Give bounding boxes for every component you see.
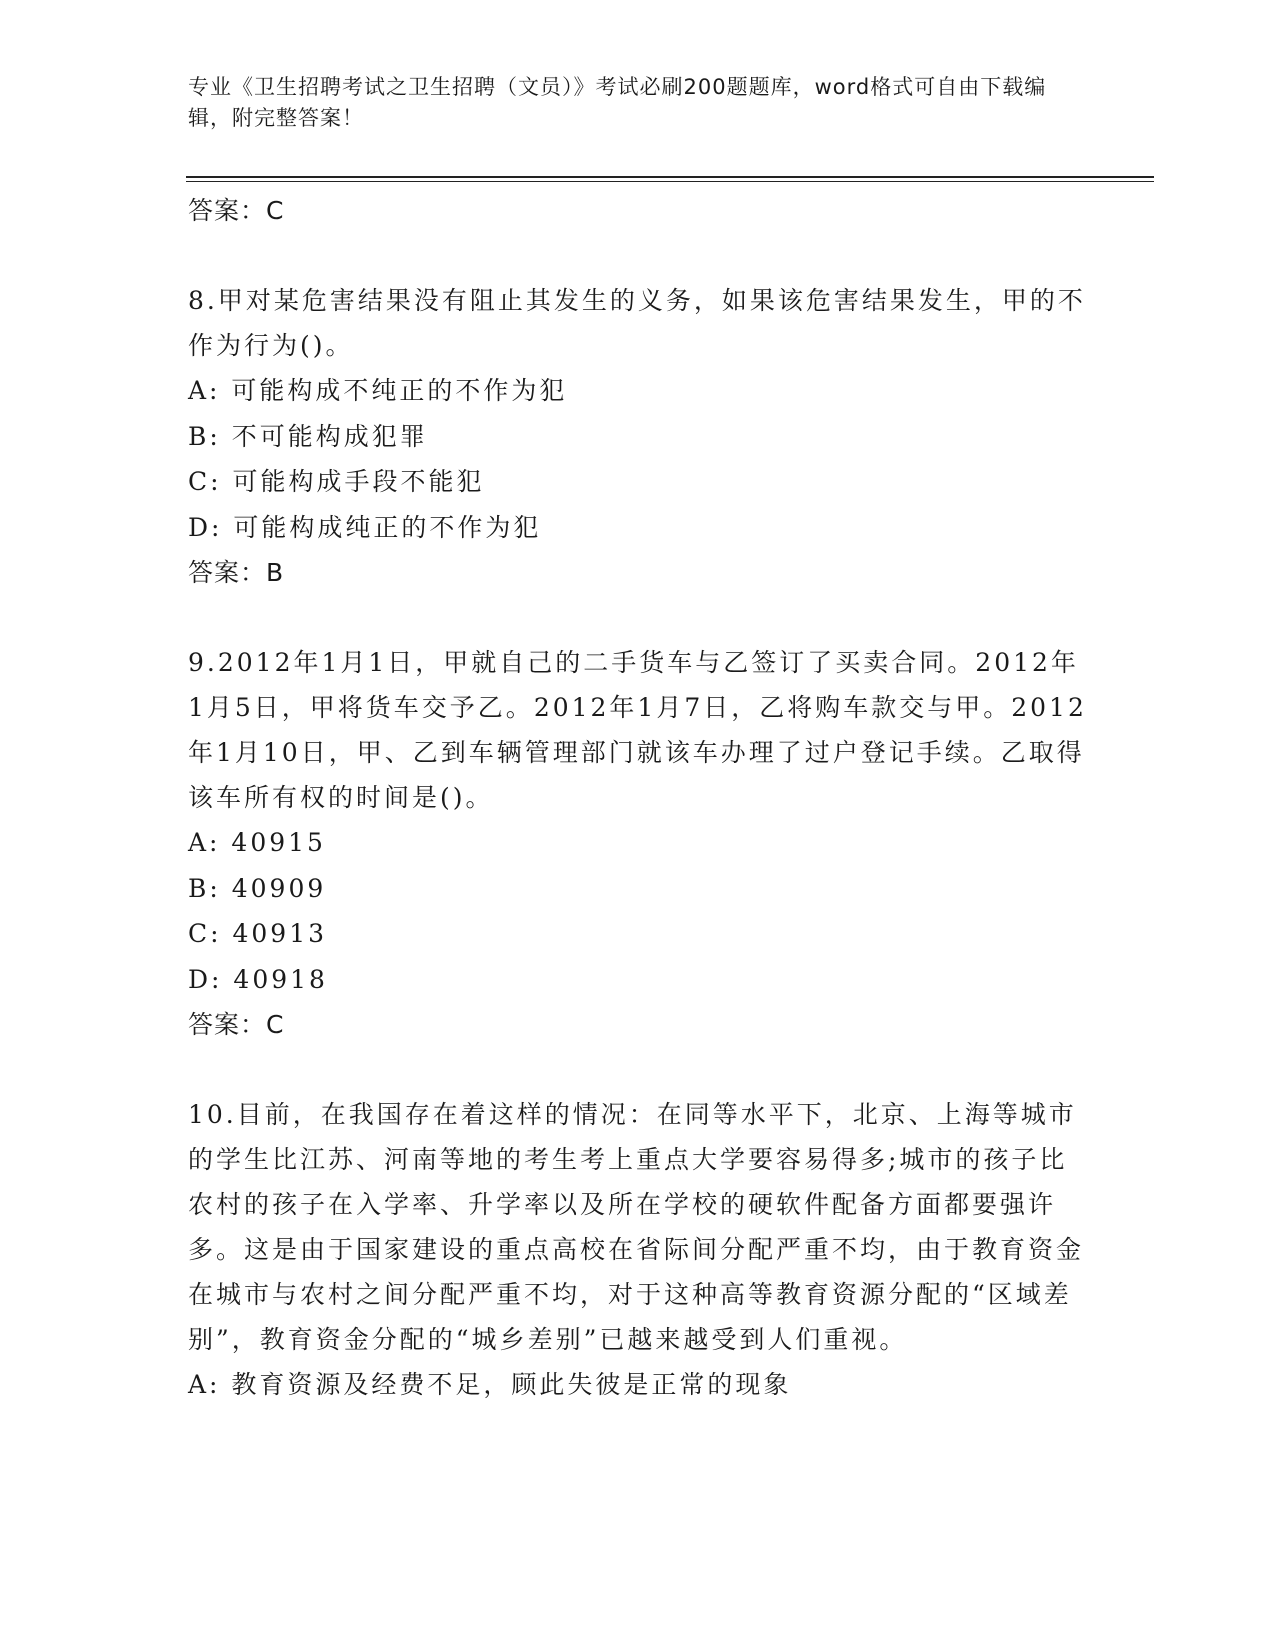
question-8-option-d: D: 可能构成纯正的不作为犯	[188, 512, 542, 542]
question-8	[188, 278, 1088, 550]
header-divider-thick	[186, 176, 1154, 178]
question-10-stem: 10.目前，在我国存在着这样的情况：在同等水平下，北京、上海等城市的学生比江苏、河南等地的考生考上重点大学要容易得多;城市的孩子比农村的孩子在入学率、升学率以及所在学校的硬软件配备方面都要强许多。这是由于国家建设的重点高校在省际间分配严重不均，由于教育资金在城市与农村之间分配严重不均，对于这种高等教育资源分配的“区域差别”，教育资金分配的“城乡差别”已越来越受到人们重视。	[188, 1100, 1085, 1354]
question-9-option-d: D: 40918	[188, 964, 328, 994]
question-10	[188, 1092, 1088, 1408]
document-header: 专业《卫生招聘考试之卫生招聘（文员）》考试必刷200题题库，word格式可自由下载编辑，附完整答案！	[188, 75, 1047, 130]
question-9	[188, 640, 1088, 1002]
question-9-option-b: B: 40909	[188, 873, 327, 903]
header-divider-thin	[186, 181, 1154, 182]
answer-q7: 答案：C	[188, 196, 285, 225]
question-8-option-a: A: 可能构成不纯正的不作为犯	[188, 376, 568, 405]
spacer	[188, 596, 1088, 640]
question-9-stem: 9.2012年1月1日，甲就自己的二手货车与乙签订了买卖合同。2012年1月5日，甲将货车交予乙。2012年1月7日，乙将购车款交与甲。2012年1月10日，甲、乙到车辆管理部门就该车办理了过户登记手续。乙取得该车所有权的时间是()。	[188, 648, 1087, 812]
spacer	[188, 234, 1088, 278]
answer-q8: 答案：B	[188, 558, 285, 587]
answer-q9: 答案：C	[188, 1010, 285, 1039]
question-10-option-a: A: 教育资源及经费不足，顾此失彼是正常的现象	[188, 1370, 792, 1399]
question-content	[188, 188, 1088, 1408]
spacer	[188, 1048, 1088, 1092]
question-8-option-c: C: 可能构成手段不能犯	[188, 467, 485, 496]
question-9-option-c: C: 40913	[188, 919, 328, 948]
question-9-option-a: A: 40915	[188, 828, 326, 857]
question-8-option-b: B: 不可能构成犯罪	[188, 421, 428, 451]
question-8-stem: 8.甲对某危害结果没有阻止其发生的义务，如果该危害结果发生，甲的不作为行为()。	[188, 286, 1086, 360]
